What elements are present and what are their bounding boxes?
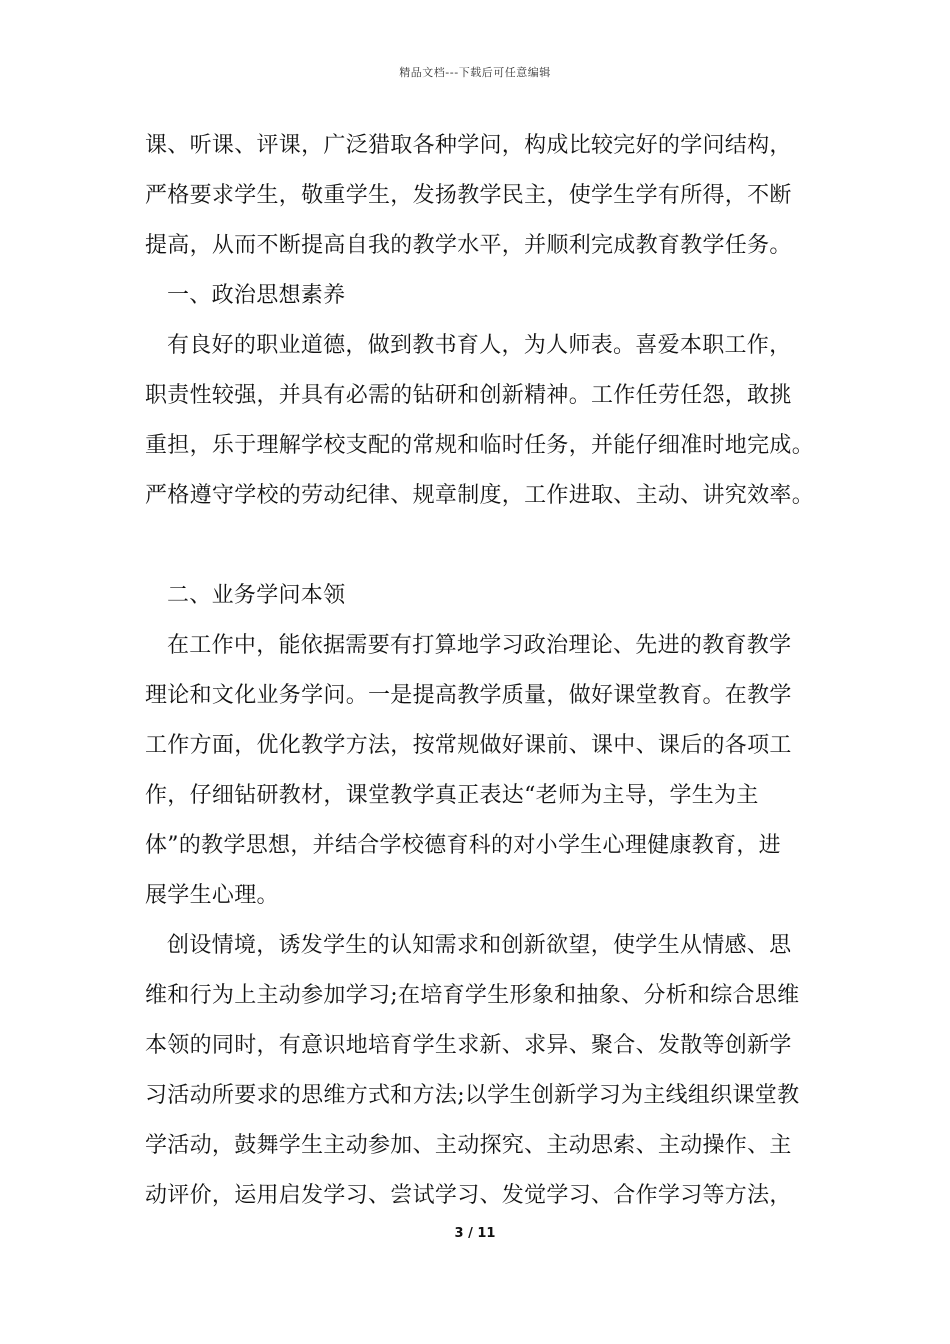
body-line: 作，仔细钻研教材，课堂教学真正表达“老师为主导，学生为主 bbox=[145, 783, 759, 808]
body-line: 在工作中，能依据需要有打算地学习政治理论、先进的教育教学 bbox=[167, 633, 792, 658]
body-line: 体”的教学思想，并结合学校德育科的对小学生心理健康教育，进 bbox=[145, 833, 781, 858]
body-line: 课、听课、评课，广泛猎取各种学问，构成比较完好的学问结构， bbox=[145, 133, 792, 158]
page-number: 3 / 11 bbox=[454, 1226, 496, 1241]
body-line: 理论和文化业务学问。一是提高教学质量，做好课堂教育。在教学 bbox=[145, 683, 792, 708]
section-heading: 一、政治思想素养 bbox=[167, 283, 346, 308]
blank-line bbox=[145, 528, 825, 578]
body-line: 创设情境，诱发学生的认知需求和创新欲望，使学生从情感、思 bbox=[167, 933, 792, 958]
body-line: 学活动，鼓舞学生主动参加、主动探究、主动思索、主动操作、主 bbox=[145, 1133, 792, 1158]
document-body bbox=[145, 128, 825, 1228]
body-line: 展学生心理。 bbox=[145, 883, 279, 908]
body-line: 职责性较强，并具有必需的钻研和创新精神。工作任劳任怨，敢挑 bbox=[145, 383, 792, 408]
body-line: 严格遵守学校的劳动纪律、规章制度，工作进取、主动、讲究效率。 bbox=[145, 483, 815, 508]
body-line: 习活动所要求的思维方式和方法;以学生创新学习为主线组织课堂教 bbox=[145, 1083, 800, 1108]
section-heading: 二、业务学问本领 bbox=[167, 583, 346, 608]
page-header: 精品文档---下载后可任意编辑 bbox=[399, 66, 551, 79]
body-line: 动评价，运用启发学习、尝试学习、发觉学习、合作学习等方法， bbox=[145, 1183, 792, 1208]
body-line: 严格要求学生，敬重学生，发扬教学民主，使学生学有所得，不断 bbox=[145, 183, 792, 208]
body-line: 本领的同时，有意识地培育学生求新、求异、聚合、发散等创新学 bbox=[145, 1033, 792, 1058]
body-line: 工作方面，优化教学方法，按常规做好课前、课中、课后的各项工 bbox=[145, 733, 792, 758]
body-line: 重担，乐于理解学校支配的常规和临时任务，并能仔细准时地完成。 bbox=[145, 433, 815, 458]
body-line: 有良好的职业道德，做到教书育人，为人师表。喜爱本职工作， bbox=[167, 333, 792, 358]
body-line: 提高，从而不断提高自我的教学水平，并顺利完成教育教学任务。 bbox=[145, 233, 792, 258]
body-line: 维和行为上主动参加学习;在培育学生形象和抽象、分析和综合思维 bbox=[145, 983, 800, 1008]
